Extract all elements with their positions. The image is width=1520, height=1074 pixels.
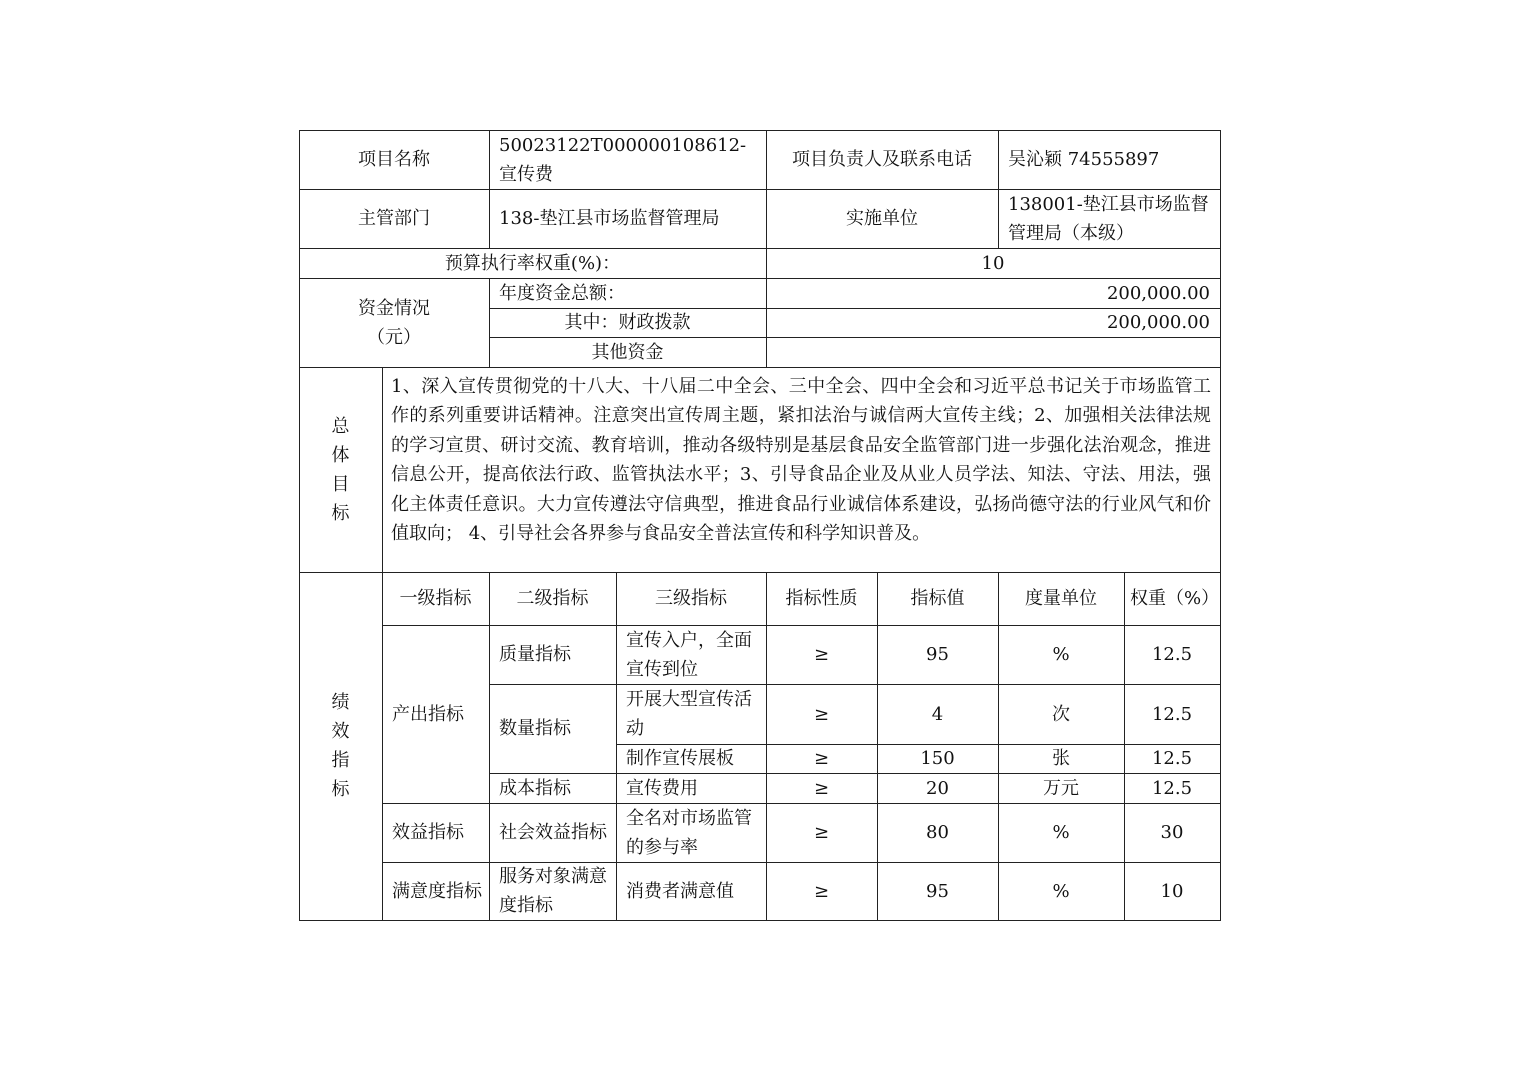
goal-label: 总体目标: [331, 415, 350, 524]
budget-weight-label: 预算执行率权重(%)：: [444, 252, 621, 274]
weight-cell: 30: [1160, 822, 1184, 843]
project-name: 50023122T000000108612-宣传费: [499, 134, 747, 185]
nature-cell: ≥: [813, 880, 830, 902]
funds-other-label: 其他资金: [591, 341, 664, 363]
weight-cell: 12.5: [1151, 748, 1193, 769]
funds-total-label: 年度资金总额：: [499, 282, 625, 304]
level2-cost: 成本指标: [499, 777, 571, 799]
budget-weight: 10: [981, 252, 1005, 274]
weight-cell: 12.5: [1151, 703, 1193, 725]
unit-cell: %: [1052, 822, 1070, 843]
header-value: 指标值: [910, 588, 965, 609]
dept-label: 主管部门: [358, 208, 430, 229]
nature-cell: ≥: [813, 748, 830, 769]
goal-text: 1、深入宣传贯彻党的十八大、十八届二中全会、三中全会、四中全会和习近平总书记关于市场监管工作的系列重要讲话精神。注意突出宣传周主题，紧扣法治与诚信两大宣传主线；2、加强相关法律法规的学习宣贯、研讨交流、教育培训，推动各级特别是基层食品安全监管部门进一步强化法治观念，推进信息公开，提高依法行政、监管执法水平；3、引导食品企业及从业人员学法、知法、守法、用法，强化主体责任意识。大力宣传遵法守信典型，推进食品行业诚信体系建设，弘扬尚德守法的行业风气和价值取向； 4、引导社会各界参与食品安全普法宣传和科学知识普及。: [391, 376, 1211, 545]
project-name-label: 项目名称: [358, 149, 430, 170]
level3-cell: 制作宣传展板: [626, 748, 734, 769]
weight-cell: 12.5: [1151, 644, 1193, 665]
unit-cell: %: [1052, 880, 1070, 902]
funds-fiscal-label: 其中：财政拨款: [564, 312, 691, 333]
level3-cell: 开展大型宣传活动: [626, 689, 752, 739]
nature-cell: ≥: [813, 644, 830, 665]
level2-social-benefit: 社会效益指标: [499, 822, 607, 843]
funds-label: 资金情况（元）: [358, 297, 430, 348]
impl-label: 实施单位: [846, 208, 918, 229]
indicators-label-cell: [299, 572, 382, 920]
impl: 138001-垫江县市场监督管理局（本级）: [1008, 193, 1209, 244]
rule: [299, 920, 1221, 921]
nature-cell: ≥: [813, 703, 830, 725]
level2-quantity: 数量指标: [499, 718, 571, 739]
level3-cell: 全名对市场监管的参与率: [626, 807, 752, 858]
level3-cell: 宣传费用: [626, 777, 698, 799]
funds-other: [766, 337, 1220, 367]
header-unit: 度量单位: [1025, 588, 1097, 609]
level1-output: 产出指标: [392, 703, 464, 725]
header-nature: 指标性质: [785, 588, 858, 609]
level3-cell: 宣传入户，全面宣传到位: [626, 629, 752, 680]
contact: 吴沁颖 74555897: [1008, 149, 1160, 170]
goal-label-cell: [299, 367, 382, 572]
level3-cell: 消费者满意值: [626, 880, 734, 902]
value-cell: 20: [926, 777, 949, 799]
funds-fiscal: 200,000.00: [1106, 312, 1210, 333]
level2-quality: 质量指标: [499, 644, 571, 665]
value-cell: 4: [931, 703, 944, 725]
level1-benefit: 效益指标: [392, 822, 464, 843]
level2-service-satisfaction: 服务对象满意度指标: [499, 866, 607, 916]
weight-cell: 12.5: [1151, 777, 1193, 799]
weight-cell: 10: [1160, 880, 1184, 902]
rule: [299, 367, 1221, 368]
unit-cell: 次: [1052, 703, 1070, 725]
nature-cell: ≥: [813, 777, 830, 799]
dept: 138-垫江县市场监督管理局: [499, 208, 720, 229]
funds-total: 200,000.00: [1106, 282, 1210, 304]
header-level1: 一级指标: [399, 588, 472, 609]
value-cell: 80: [926, 822, 949, 843]
value-cell: 150: [920, 748, 955, 769]
header-level2: 二级指标: [516, 588, 589, 609]
rule: [1220, 130, 1221, 921]
contact-label: 项目负责人及联系电话: [792, 149, 972, 170]
performance-target-table: [299, 130, 1221, 921]
nature-cell: ≥: [813, 822, 830, 843]
value-cell: 95: [926, 644, 949, 665]
indicators-label: 绩效指标: [331, 692, 350, 800]
unit-cell: 张: [1052, 748, 1070, 769]
header-level3: 三级指标: [655, 588, 727, 609]
unit-cell: 万元: [1043, 777, 1079, 799]
header-weight: 权重（%）: [1130, 588, 1220, 609]
level1-satisfaction: 满意度指标: [392, 880, 482, 902]
unit-cell: %: [1052, 644, 1070, 665]
value-cell: 95: [926, 880, 949, 902]
